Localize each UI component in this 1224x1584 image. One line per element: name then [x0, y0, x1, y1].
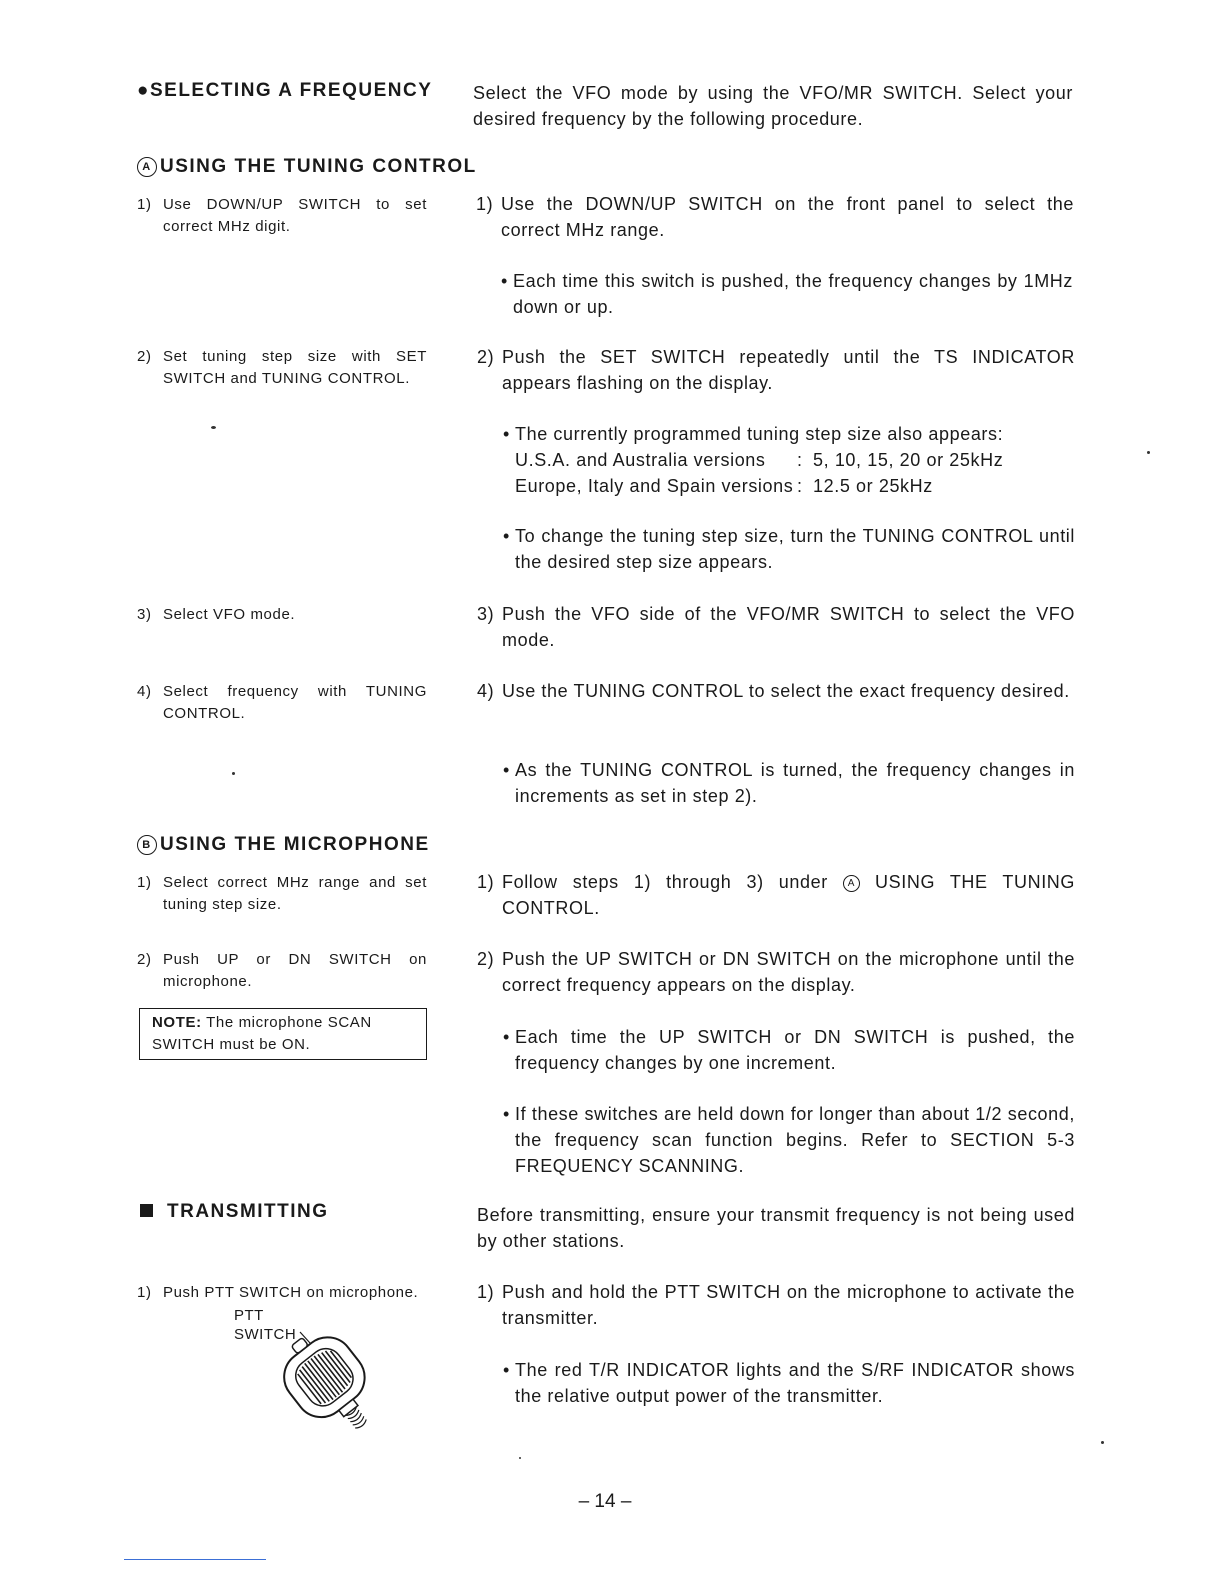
bullet-change-step: • To change the tuning step size, turn the TUNING CONTROL until the desired step size appears.: [503, 526, 1075, 572]
mic-right-step-1: 1) Follow steps 1) through 3) under A USING THE TUNING CONTROL.: [477, 872, 1075, 918]
left-step-4: 4) Select frequency with TUNING CONTROL.: [137, 683, 427, 722]
microphone-illustration: [260, 1320, 390, 1430]
right-step-4: 4) Use the TUNING CONTROL to select the exact frequency desired.: [477, 681, 1070, 701]
tx-right-step-1: 1) Push and hold the PTT SWITCH on the microphone to activate the transmitter.: [477, 1282, 1075, 1328]
note-box: [139, 1008, 427, 1060]
circled-a-inline-badge: A: [843, 875, 860, 892]
left-step-3: 3) Select VFO mode.: [137, 606, 296, 623]
square-bullet-icon: [140, 1204, 153, 1217]
note-label: NOTE:: [152, 1014, 202, 1031]
left-step-1: 1) Use DOWN/UP SWITCH to set correct MHz digit.: [137, 196, 427, 235]
scan-speck: [232, 772, 235, 775]
bullet-1mhz: • Each time this switch is pushed, the frequency changes by 1MHz down or up.: [501, 271, 1073, 317]
mic-left-step-1: 1) Select correct MHz range and set tuning step size.: [137, 874, 427, 913]
circled-b-badge: B: [137, 835, 157, 855]
tx-left-step-1: 1) Push PTT SWITCH on microphone.: [137, 1284, 419, 1301]
version-row-usa: U.S.A. and Australia versions : 5, 10, 15, 20 or 25kHz: [515, 450, 1004, 470]
bullet-increments: • As the TUNING CONTROL is turned, the frequency changes in increments as set in step 2).: [503, 760, 1075, 806]
left-step-2: 2) Set tuning step size with SET SWITCH and TUNING CONTROL.: [137, 348, 427, 387]
bullet-tr-indicator: • The red T/R INDICATOR lights and the S/RF INDICATOR shows the relative output power of the transmitter.: [503, 1360, 1075, 1406]
selecting-intro: Select the VFO mode by using the VFO/MR SWITCH. Select your desired frequency by the following procedure.: [473, 83, 1073, 129]
subsection-heading-tuning-control: A USING THE TUNING CONTROL: [137, 156, 477, 178]
subsection-heading-microphone: B USING THE MICROPHONE: [137, 834, 430, 856]
transmitting-intro: Before transmitting, ensure your transmit frequency is not being used by other stations.: [477, 1205, 1075, 1251]
page-number: – 14 –: [578, 1491, 632, 1512]
mic-left-step-2: 2) Push UP or DN SWITCH on microphone.: [137, 951, 427, 990]
section-heading-transmitting: TRANSMITTING: [140, 1201, 329, 1223]
scan-speck: [1101, 1441, 1104, 1444]
note-text: The microphone SCAN SWITCH must be ON.: [152, 1014, 372, 1053]
bullet-step-size: • The currently programmed tuning step size also appears: U.S.A. and Australia versions : 5, 10, 15, 20 or 25kHz Europe, Italy and Spain versions : 12.5 or 25kHz: [503, 421, 1075, 499]
right-step-1: 1) Use the DOWN/UP SWITCH on the front panel to select the correct MHz range.: [476, 194, 1074, 240]
footer-rule: [124, 1559, 266, 1560]
version-row-europe: Europe, Italy and Spain versions : 12.5 or 25kHz: [515, 476, 933, 496]
scan-speck: [211, 426, 216, 429]
section-heading-selecting: ●SELECTING A FREQUENCY: [137, 80, 433, 101]
scan-speck: [519, 1457, 521, 1459]
mic-right-step-2: 2) Push the UP SWITCH or DN SWITCH on the microphone until the correct frequency appears on the display.: [477, 949, 1075, 995]
ptt-switch-label: PTT SWITCH: [234, 1307, 297, 1343]
bullet-scan-function: • If these switches are held down for longer than about 1/2 second, the frequency scan function begins. Refer to SECTION 5-3 FREQUENCY SCANNING.: [503, 1104, 1075, 1176]
right-step-2: 2) Push the SET SWITCH repeatedly until the TS INDICATOR appears flashing on the display.: [477, 347, 1075, 393]
right-step-3: 3) Push the VFO side of the VFO/MR SWITCH to select the VFO mode.: [477, 604, 1075, 650]
scan-speck: [1147, 451, 1150, 454]
bullet-one-increment: • Each time the UP SWITCH or DN SWITCH is pushed, the frequency changes by one increment.: [503, 1027, 1075, 1073]
circled-a-badge: A: [137, 157, 157, 177]
